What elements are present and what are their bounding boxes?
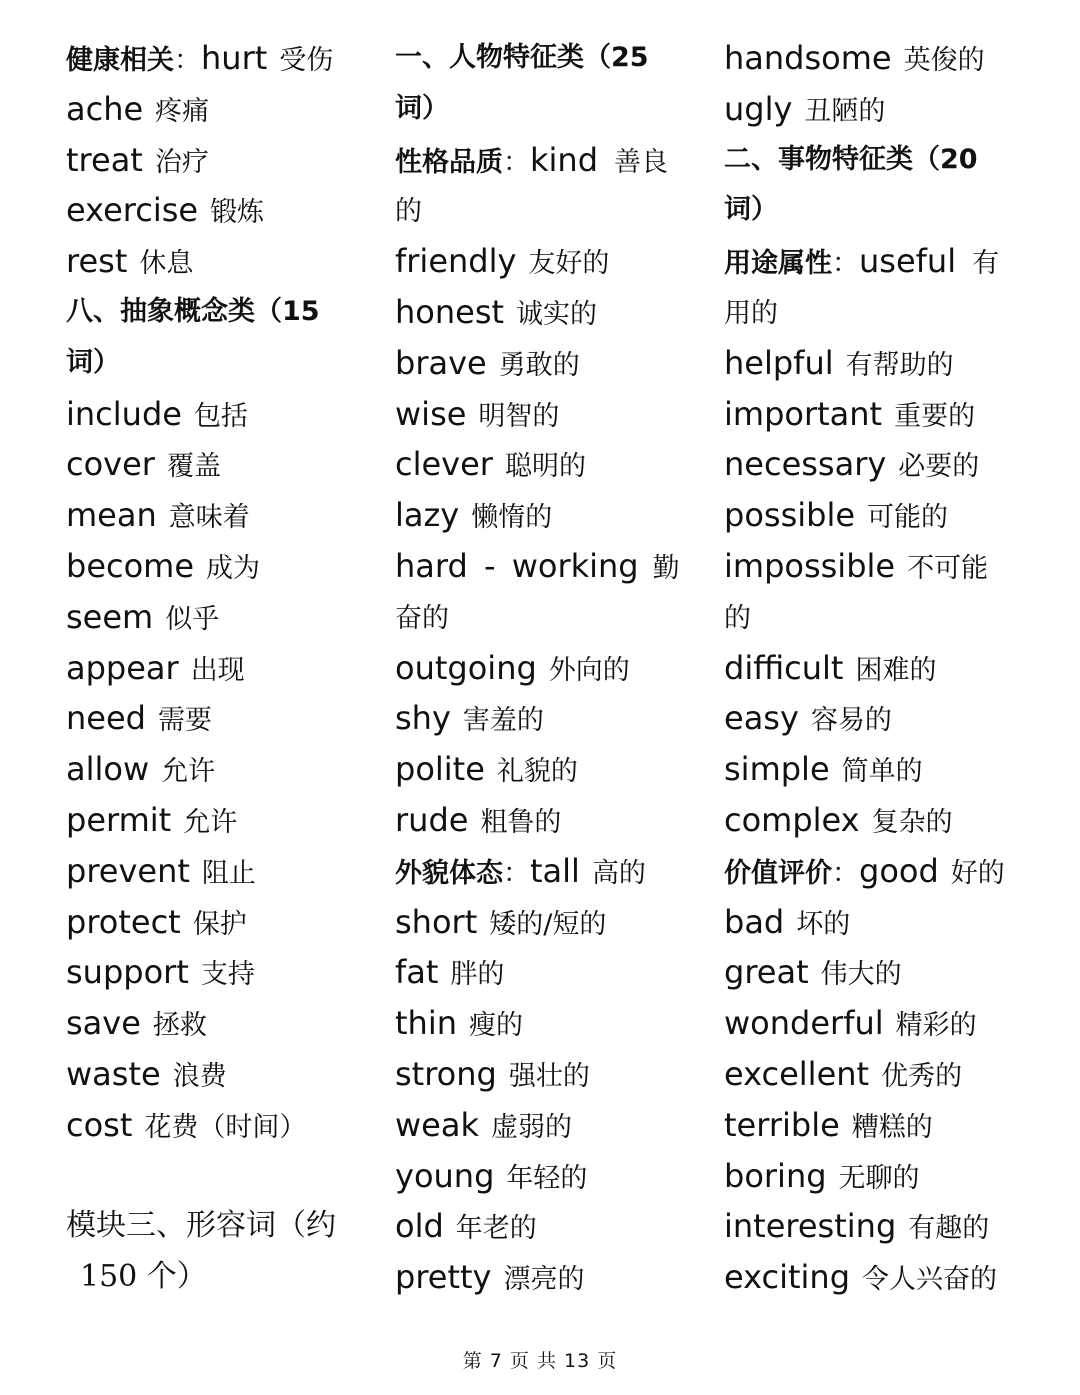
usage-heading-line: 用途属性：useful 有 [724, 242, 1000, 281]
word-entry: handsome 英俊的 [724, 39, 985, 77]
category-heading: 健康相关 [66, 45, 174, 76]
usage-word-list [724, 338, 1019, 846]
module-title: 模块三、形容词（约 [66, 1208, 336, 1244]
health-heading-line: 健康相关：hurt 受伤 [66, 39, 334, 77]
word-entry: clever 聪明的 [395, 445, 586, 484]
word-wrap: 奋的 [395, 602, 449, 634]
word-entry: include 包括 [66, 394, 248, 433]
word-entry: cost 花费（时间） [66, 1105, 307, 1144]
word-entry: ugly 丑陋的 [724, 89, 886, 128]
section-heading-wrap: 词） [724, 194, 778, 226]
word-entry: impossible 不可能 [724, 546, 989, 585]
abstract-word-list [66, 389, 366, 1151]
column-2 [395, 33, 685, 1303]
personality-heading-line: 性格品质：kind 善良 [395, 140, 669, 179]
word-entry: possible 可能的 [724, 496, 949, 535]
word-entry: necessary 必要的 [724, 445, 980, 484]
word-entry: support 支持 [66, 953, 255, 992]
personality-word-list [395, 236, 685, 846]
word-wrap: 的 [395, 196, 422, 228]
appearance-continued-list [724, 33, 1019, 135]
word-entry: boring 无聊的 [724, 1156, 920, 1195]
word-zh: 受伤 [279, 45, 334, 76]
word-entry: old 年老的 [395, 1207, 537, 1246]
appearance-word-list [395, 897, 685, 1303]
category-heading: 性格品质 [395, 146, 503, 178]
word-entry: strong 强壮的 [395, 1054, 590, 1093]
blank-line [66, 1151, 366, 1202]
column-3 [724, 33, 1019, 1303]
word-entry: brave 勇敢的 [395, 343, 580, 382]
word-entry: weak 虚弱的 [395, 1105, 572, 1144]
word-entry: terrible 糟糕的 [724, 1105, 933, 1144]
word-entry: pretty 漂亮的 [395, 1258, 585, 1297]
word-entry: easy 容易的 [724, 699, 892, 738]
word-entry: rude 粗鲁的 [395, 800, 562, 839]
word-entry: excellent 优秀的 [724, 1054, 963, 1093]
section-heading-wrap: 词） [395, 92, 449, 124]
word-entry: waste 浪费 [66, 1054, 227, 1093]
category-heading: 用途属性 [724, 248, 832, 280]
word-entry: bad 坏的 [724, 902, 851, 941]
word-entry: exercise 锻炼 [66, 191, 265, 230]
word-entry: lazy 懒惰的 [395, 496, 553, 535]
word-entry: treat 治疗 [66, 140, 209, 179]
word-entry: become 成为 [66, 546, 261, 585]
word-entry: mean 意味着 [66, 496, 250, 535]
word-entry: wise 明智的 [395, 394, 560, 433]
word-wrap: 的 [724, 602, 751, 634]
section-heading-wrap: 词） [66, 346, 120, 378]
word-entry: permit 允许 [66, 800, 238, 839]
word-entry: helpful 有帮助的 [724, 343, 954, 382]
word-entry: thin 瘦的 [395, 1004, 523, 1043]
word-entry: cover 覆盖 [66, 445, 221, 484]
word-entry: protect 保护 [66, 902, 247, 941]
appearance-heading-line: 外貌体态：tall 高的 [395, 851, 646, 890]
word-en: hurt [201, 39, 268, 77]
word-entry: wonderful 精彩的 [724, 1004, 977, 1043]
word-entry: young 年轻的 [395, 1156, 588, 1195]
word-entry: hard - working 勤 [395, 546, 680, 585]
word-entry: rest 休息 [66, 242, 194, 281]
word-entry: important 重要的 [724, 394, 976, 433]
word-entry: simple 简单的 [724, 750, 923, 789]
word-entry: appear 出现 [66, 648, 245, 687]
word-entry: complex 复杂的 [724, 800, 953, 839]
word-entry: ache 疼痛 [66, 89, 210, 128]
word-entry: interesting 有趣的 [724, 1207, 990, 1246]
category-heading: 外貌体态 [395, 857, 503, 889]
value-word-list [724, 897, 1019, 1303]
word-wrap: 用的 [724, 297, 778, 329]
word-entry: fat 胖的 [395, 953, 505, 992]
word-entry: outgoing 外向的 [395, 648, 630, 687]
word-entry: exciting 令人兴奋的 [724, 1258, 998, 1297]
word-entry: short 矮的/短的 [395, 902, 607, 941]
word-entry: difficult 困难的 [724, 648, 937, 687]
section-heading: 八、抽象概念类（15 [66, 295, 320, 327]
word-entry: prevent 阻止 [66, 851, 256, 890]
section-heading: 一、人物特征类（25 [395, 42, 649, 73]
section-heading: 二、事物特征类（20 [724, 143, 978, 175]
word-entry: save 拯救 [66, 1004, 207, 1043]
health-word-list [66, 84, 366, 287]
value-heading-line: 价值评价：good 好的 [724, 851, 1005, 890]
word-entry: allow 允许 [66, 750, 216, 789]
word-entry: seem 似乎 [66, 597, 220, 636]
module-title-wrap: 150 个） [80, 1259, 207, 1295]
word-entry: great 伟大的 [724, 953, 902, 992]
category-heading: 价值评价 [724, 857, 832, 889]
word-entry: honest 诚实的 [395, 292, 598, 331]
page-number-footer: 第 7 页 共 13 页 [462, 1350, 618, 1372]
word-entry: shy 害羞的 [395, 699, 544, 738]
word-entry: need 需要 [66, 699, 212, 738]
column-1 [66, 33, 366, 1303]
word-entry: polite 礼貌的 [395, 750, 578, 789]
word-entry: friendly 友好的 [395, 242, 610, 281]
